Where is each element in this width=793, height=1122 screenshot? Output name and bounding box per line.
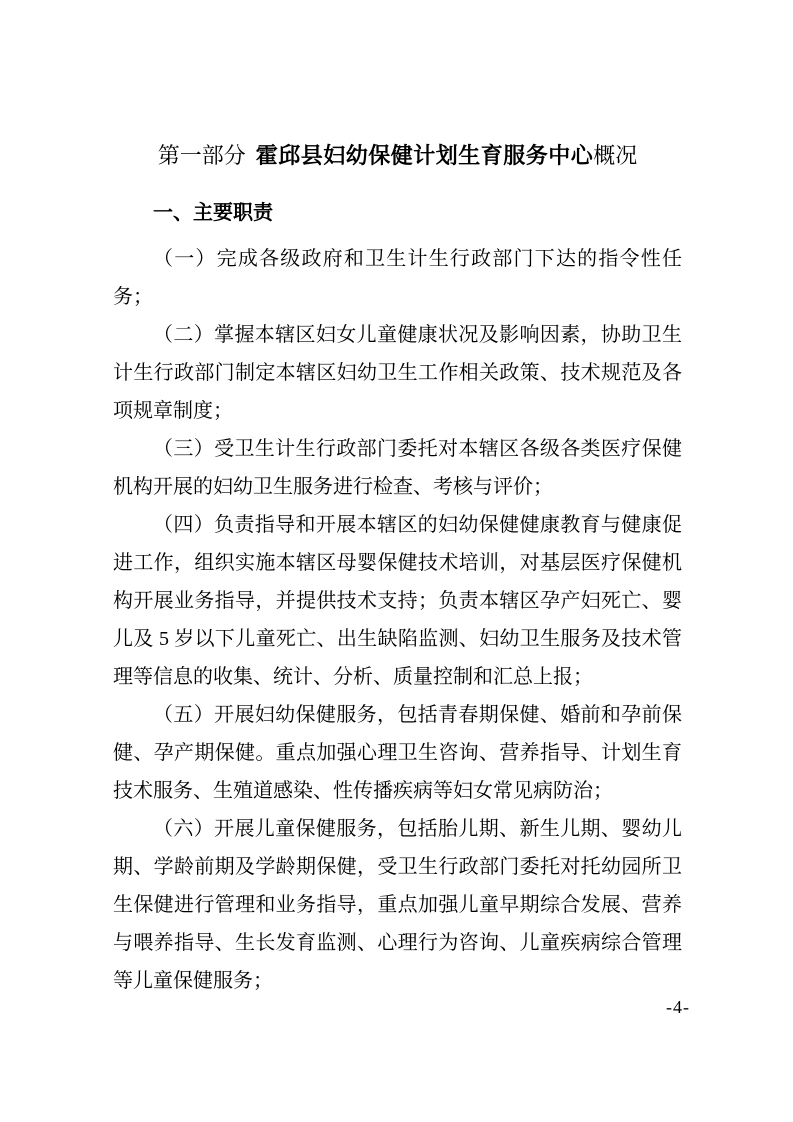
- paragraph-3: （三）受卫生计生行政部门委托对本辖区各级各类医疗保健机构开展的妇幼卫生服务进行检查、考核与评价；: [113, 438, 682, 498]
- paragraph-1: （一）完成各级政府和卫生计生行政部门下达的指令性任务；: [113, 248, 682, 308]
- doc-title: [113, 140, 682, 172]
- section-heading: 一、主要职责: [153, 202, 273, 224]
- paragraph-6: （六）开展儿童保健服务，包括胎儿期、新生儿期、婴幼儿期、学龄前期及学龄期保健，受卫生行政部门委托对托幼园所卫生保健进行管理和业务指导，重点加强儿童早期综合发展、营养与喂养指导、生长发育监测、心理行为咨询、儿童疾病综合管理等儿童保健服务；: [113, 818, 682, 992]
- paragraph-2: （二）掌握本辖区妇女儿童健康状况及影响因素，协助卫生计生行政部门制定本辖区妇幼卫生工作相关政策、技术规范及各项规章制度；: [113, 324, 682, 422]
- paragraph-4: （四）负责指导和开展本辖区的妇幼保健健康教育与健康促进工作，组织实施本辖区母婴保健技术培训，对基层医疗保健机构开展业务指导，并提供技术支持；负责本辖区孕产妇死亡、婴儿及 5 岁以下儿童死亡、出生缺陷监测、妇幼卫生服务及技术管理等信息的收集、统计、分析、质量控制和汇总上报；: [113, 514, 682, 688]
- title-main: 霍邱县妇幼保健计划生育服务中心: [255, 143, 594, 168]
- paragraph-5: （五）开展妇幼保健服务，包括青春期保健、婚前和孕前保健、孕产期保健。重点加强心理卫生咨询、营养指导、计划生育技术服务、生殖道感染、性传播疾病等妇女常见病防治；: [113, 704, 682, 802]
- body-text: [113, 240, 682, 1000]
- page-number: -4-: [666, 997, 690, 1017]
- title-part-label: 第一部分: [157, 143, 246, 168]
- title-suffix: 概况: [593, 143, 638, 168]
